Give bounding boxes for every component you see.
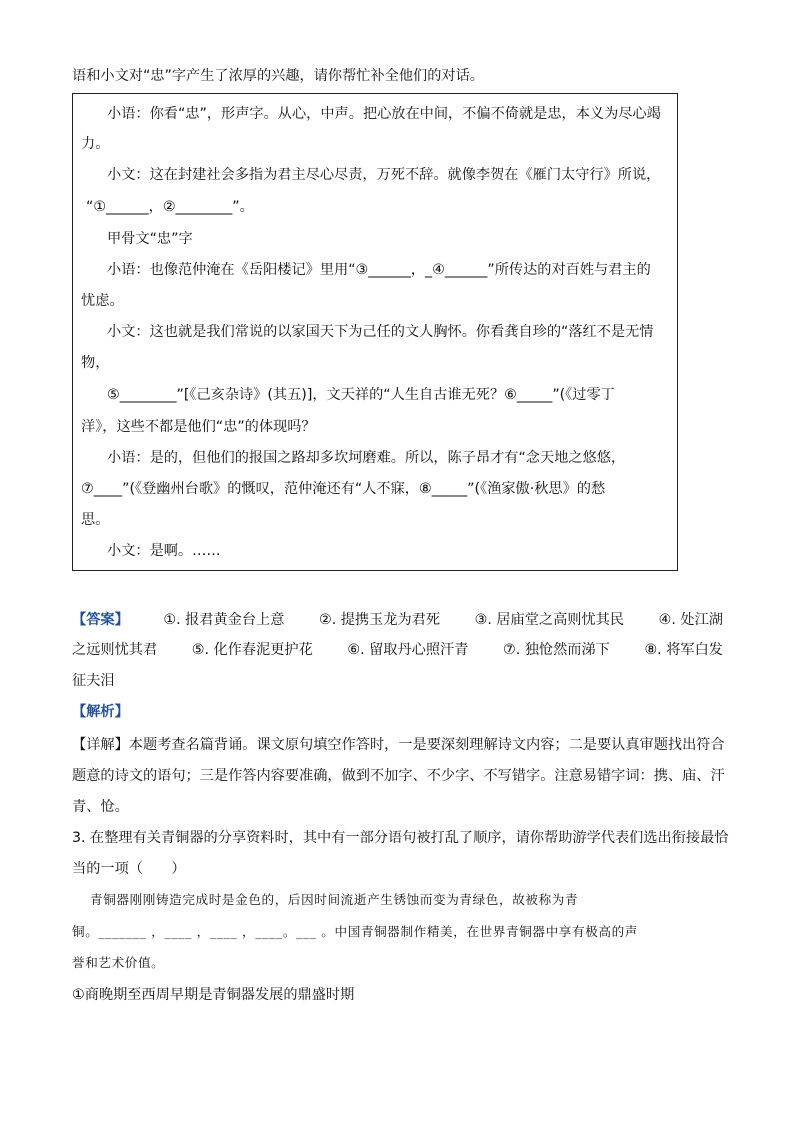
dialogue-line: 忧虑。 (81, 293, 124, 309)
analysis-line: 青、怆。 (72, 799, 129, 815)
answer-label: 【答案】 (72, 612, 129, 628)
question-3-text: 当的一项（ ） (72, 861, 186, 877)
dialogue-line: “①______，②________”。 (86, 199, 254, 215)
intro-text: 语和小文对“忠”字产生了浓厚的兴趣，请你帮忙补全他们的对话。 (72, 68, 484, 84)
answer-item: ⑥. 留取丹心照汗青 (347, 642, 469, 658)
answer-item: ③. 居庙堂之高则忧其民 (474, 612, 625, 628)
answer-line-3: 征夫泪 (72, 673, 115, 689)
dialogue-line: 洋》，这些不都是他们“忠”的体现吗？ (81, 419, 316, 435)
answer-item: 之远则忧其君 (72, 642, 158, 658)
answer-item: ⑧. 将军白发 (644, 642, 723, 658)
dialogue-line: 小语：也像范仲淹在《岳阳楼记》里用“③______，_④______”所传达的对百姓与君主的 (107, 262, 651, 278)
dialogue-line: 思。 (81, 512, 110, 528)
dialogue-line: 小文：这也就是我们常说的以家国天下为己任的文人胸怀。你看龚自珍的“落红不是无情 (107, 324, 654, 340)
question-3-option: ①商晚期至西周早期是青铜器发展的鼎盛时期 (72, 987, 355, 1003)
dialogue-line: ⑦____”(《登幽州台歌》的慨叹，范仲淹还有“人不寐，⑧_____”(《渔家傲·秋思》的愁 (81, 481, 606, 497)
dialogue-line: 物， (81, 355, 110, 371)
question-3-text: 3. 在整理有关青铜器的分享资料时，其中有一部分语句被打乱了顺序，请你帮助游学代表们选出衔接最恰 (72, 830, 729, 846)
answer-item: ②. 提携玉龙为君死 (318, 612, 441, 628)
dialogue-line: 小文：这在封建社会多指为君主尽心尽责，万死不辞。就像李贺在《雁门太守行》所说， (107, 167, 661, 183)
question-3-passage: 誉和艺术价值。 (72, 955, 165, 970)
analysis-label: 【解析】 (72, 704, 129, 720)
question-3-passage: 青铜器刚刚铸造完成时是金色的，后因时间流逝产生锈蚀而变为青绿色，故被称为青 (90, 892, 579, 907)
analysis-line: 【详解】本题考查名篇背诵。课文原句填空作答时，一是要深刻理解诗文内容；二是要认真审题找出符合 (72, 737, 725, 753)
dialogue-line: 力。 (81, 136, 110, 152)
dialogue-line: 小语：你看“忠”，形声字。从心，中声。把心放在中间，不偏不倚就是忠，本义为尽心竭 (107, 106, 661, 122)
answer-item: ④. 处江湖 (658, 612, 723, 628)
dialogue-line: ⑤________”[《己亥杂诗》(其五)]，文天祥的“人生自古谁无死？⑥_____”(《过零丁 (107, 387, 615, 403)
analysis-line: 题意的诗文的语句；三是作答内容要准确，做到不加字、不少字、不写错字。注意易错字词：携、庙、汗 (72, 768, 725, 784)
answer-item: ①. 报君黄金台上意 (163, 612, 285, 628)
dialogue-line: 小文：是啊。…… (107, 543, 221, 559)
answer-line-2 (72, 640, 723, 660)
answer-line-1 (72, 610, 723, 630)
question-3-passage: 铜。_______ ，____ ，____ ，____。___ 。中国青铜器制作精美，在世界青铜器中享有极高的声 (72, 924, 638, 939)
dialogue-line: 甲骨文“忠”字 (107, 231, 193, 247)
answer-item: ⑦. 独怆然而涕下 (503, 642, 610, 658)
answer-item: ⑤. 化作春泥更护花 (191, 642, 313, 658)
dialogue-line: 小语：是的，但他们的报国之路却多坎坷磨难。所以，陈子昂才有“念天地之悠悠， (107, 450, 626, 466)
